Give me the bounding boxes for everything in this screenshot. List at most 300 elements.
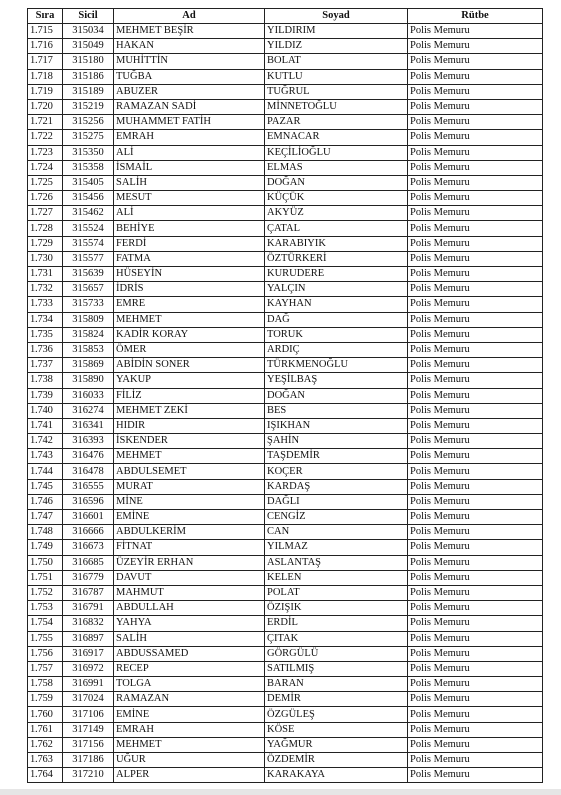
cell-rutbe: Polis Memuru bbox=[408, 39, 543, 54]
cell-sira: 1.730 bbox=[28, 251, 63, 266]
table-row bbox=[28, 418, 543, 433]
cell-soyad: DOĞAN bbox=[265, 175, 408, 190]
cell-sicil: 316832 bbox=[63, 616, 114, 631]
cell-sira: 1.746 bbox=[28, 494, 63, 509]
table-row bbox=[28, 175, 543, 190]
table-row bbox=[28, 555, 543, 570]
table-row bbox=[28, 479, 543, 494]
cell-ad: EMİNE bbox=[114, 510, 265, 525]
cell-rutbe: Polis Memuru bbox=[408, 373, 543, 388]
cell-soyad: BOLAT bbox=[265, 54, 408, 69]
cell-rutbe: Polis Memuru bbox=[408, 768, 543, 783]
cell-soyad: ÖZGÜLEŞ bbox=[265, 707, 408, 722]
cell-ad: ALPER bbox=[114, 768, 265, 783]
cell-rutbe: Polis Memuru bbox=[408, 449, 543, 464]
cell-ad: MEHMET bbox=[114, 312, 265, 327]
cell-sicil: 316673 bbox=[63, 540, 114, 555]
table-row bbox=[28, 449, 543, 464]
cell-rutbe: Polis Memuru bbox=[408, 464, 543, 479]
cell-soyad: IŞIKHAN bbox=[265, 418, 408, 433]
table-row bbox=[28, 707, 543, 722]
cell-soyad: YILDIZ bbox=[265, 39, 408, 54]
table-row bbox=[28, 206, 543, 221]
cell-rutbe: Polis Memuru bbox=[408, 585, 543, 600]
cell-sicil: 315809 bbox=[63, 312, 114, 327]
cell-sicil: 316033 bbox=[63, 388, 114, 403]
cell-ad: ABUZER bbox=[114, 84, 265, 99]
cell-sira: 1.732 bbox=[28, 282, 63, 297]
cell-sicil: 315456 bbox=[63, 191, 114, 206]
cell-sira: 1.722 bbox=[28, 130, 63, 145]
cell-soyad: ASLANTAŞ bbox=[265, 555, 408, 570]
cell-rutbe: Polis Memuru bbox=[408, 115, 543, 130]
cell-ad: TUĞBA bbox=[114, 69, 265, 84]
header-row bbox=[28, 9, 543, 24]
cell-sira: 1.723 bbox=[28, 145, 63, 160]
table-row bbox=[28, 282, 543, 297]
cell-sira: 1.757 bbox=[28, 661, 63, 676]
cell-sicil: 316779 bbox=[63, 570, 114, 585]
cell-rutbe: Polis Memuru bbox=[408, 753, 543, 768]
cell-soyad: YILDIRIM bbox=[265, 24, 408, 39]
cell-rutbe: Polis Memuru bbox=[408, 282, 543, 297]
cell-sira: 1.748 bbox=[28, 525, 63, 540]
cell-rutbe: Polis Memuru bbox=[408, 267, 543, 282]
cell-sicil: 315350 bbox=[63, 145, 114, 160]
cell-rutbe: Polis Memuru bbox=[408, 54, 543, 69]
cell-sira: 1.719 bbox=[28, 84, 63, 99]
cell-soyad: KOÇER bbox=[265, 464, 408, 479]
cell-sira: 1.736 bbox=[28, 342, 63, 357]
cell-soyad: KEÇİLİOĞLU bbox=[265, 145, 408, 160]
cell-soyad: DOĞAN bbox=[265, 388, 408, 403]
cell-sira: 1.745 bbox=[28, 479, 63, 494]
cell-soyad: ÖZTÜRKERİ bbox=[265, 251, 408, 266]
cell-sira: 1.733 bbox=[28, 297, 63, 312]
cell-sira: 1.741 bbox=[28, 418, 63, 433]
cell-ad: MAHMUT bbox=[114, 585, 265, 600]
cell-rutbe: Polis Memuru bbox=[408, 236, 543, 251]
cell-rutbe: Polis Memuru bbox=[408, 646, 543, 661]
cell-sira: 1.752 bbox=[28, 585, 63, 600]
cell-sira: 1.755 bbox=[28, 631, 63, 646]
cell-ad: ALİ bbox=[114, 145, 265, 160]
table-row bbox=[28, 267, 543, 282]
cell-ad: İSKENDER bbox=[114, 434, 265, 449]
cell-sira: 1.759 bbox=[28, 692, 63, 707]
cell-soyad: CAN bbox=[265, 525, 408, 540]
cell-ad: FERDİ bbox=[114, 236, 265, 251]
cell-soyad: GÖRGÜLÜ bbox=[265, 646, 408, 661]
cell-sira: 1.740 bbox=[28, 403, 63, 418]
table-row bbox=[28, 130, 543, 145]
cell-ad: HIDIR bbox=[114, 418, 265, 433]
cell-sira: 1.744 bbox=[28, 464, 63, 479]
cell-sira: 1.734 bbox=[28, 312, 63, 327]
cell-rutbe: Polis Memuru bbox=[408, 312, 543, 327]
cell-rutbe: Polis Memuru bbox=[408, 601, 543, 616]
cell-rutbe: Polis Memuru bbox=[408, 206, 543, 221]
cell-sicil: 315189 bbox=[63, 84, 114, 99]
cell-ad: MURAT bbox=[114, 479, 265, 494]
cell-ad: EMRE bbox=[114, 297, 265, 312]
cell-rutbe: Polis Memuru bbox=[408, 570, 543, 585]
cell-rutbe: Polis Memuru bbox=[408, 145, 543, 160]
cell-rutbe: Polis Memuru bbox=[408, 540, 543, 555]
cell-rutbe: Polis Memuru bbox=[408, 692, 543, 707]
cell-ad: RAMAZAN SADİ bbox=[114, 99, 265, 114]
cell-sicil: 315869 bbox=[63, 358, 114, 373]
table-row bbox=[28, 646, 543, 661]
table-row bbox=[28, 510, 543, 525]
cell-rutbe: Polis Memuru bbox=[408, 175, 543, 190]
cell-sicil: 316972 bbox=[63, 661, 114, 676]
cell-rutbe: Polis Memuru bbox=[408, 737, 543, 752]
table-row bbox=[28, 191, 543, 206]
cell-sira: 1.750 bbox=[28, 555, 63, 570]
cell-soyad: KELEN bbox=[265, 570, 408, 585]
cell-rutbe: Polis Memuru bbox=[408, 297, 543, 312]
table-body bbox=[28, 24, 543, 783]
table-row bbox=[28, 327, 543, 342]
cell-soyad: KURUDERE bbox=[265, 267, 408, 282]
cell-sira: 1.726 bbox=[28, 191, 63, 206]
cell-soyad: BES bbox=[265, 403, 408, 418]
cell-sicil: 315186 bbox=[63, 69, 114, 84]
column-header-sicil: Sicil bbox=[63, 9, 114, 24]
cell-ad: MEHMET bbox=[114, 449, 265, 464]
table-row bbox=[28, 403, 543, 418]
cell-sira: 1.754 bbox=[28, 616, 63, 631]
cell-ad: ABDUSSAMED bbox=[114, 646, 265, 661]
table-row bbox=[28, 69, 543, 84]
cell-sicil: 315049 bbox=[63, 39, 114, 54]
cell-soyad: TUĞRUL bbox=[265, 84, 408, 99]
cell-ad: EMİNE bbox=[114, 707, 265, 722]
table-row bbox=[28, 342, 543, 357]
cell-ad: İSMAİL bbox=[114, 160, 265, 175]
table-row bbox=[28, 616, 543, 631]
cell-ad: MUHİTTİN bbox=[114, 54, 265, 69]
cell-ad: EMRAH bbox=[114, 722, 265, 737]
cell-rutbe: Polis Memuru bbox=[408, 358, 543, 373]
cell-sicil: 315577 bbox=[63, 251, 114, 266]
cell-ad: FATMA bbox=[114, 251, 265, 266]
cell-soyad: KARABIYIK bbox=[265, 236, 408, 251]
cell-ad: RAMAZAN bbox=[114, 692, 265, 707]
cell-soyad: ÖZIŞIK bbox=[265, 601, 408, 616]
cell-ad: DAVUT bbox=[114, 570, 265, 585]
cell-ad: BEHİYE bbox=[114, 221, 265, 236]
cell-sira: 1.725 bbox=[28, 175, 63, 190]
cell-sira: 1.764 bbox=[28, 768, 63, 783]
cell-sicil: 315256 bbox=[63, 115, 114, 130]
table-row bbox=[28, 677, 543, 692]
cell-sicil: 315639 bbox=[63, 267, 114, 282]
cell-rutbe: Polis Memuru bbox=[408, 677, 543, 692]
cell-ad: HÜSEYİN bbox=[114, 267, 265, 282]
cell-sira: 1.717 bbox=[28, 54, 63, 69]
cell-ad: RECEP bbox=[114, 661, 265, 676]
cell-sira: 1.762 bbox=[28, 737, 63, 752]
cell-rutbe: Polis Memuru bbox=[408, 342, 543, 357]
cell-sicil: 316596 bbox=[63, 494, 114, 509]
cell-sira: 1.739 bbox=[28, 388, 63, 403]
cell-sira: 1.763 bbox=[28, 753, 63, 768]
cell-sira: 1.751 bbox=[28, 570, 63, 585]
table-row bbox=[28, 84, 543, 99]
cell-sicil: 315034 bbox=[63, 24, 114, 39]
cell-sicil: 316685 bbox=[63, 555, 114, 570]
cell-sira: 1.753 bbox=[28, 601, 63, 616]
cell-rutbe: Polis Memuru bbox=[408, 555, 543, 570]
cell-sira: 1.756 bbox=[28, 646, 63, 661]
cell-ad: ABDULLAH bbox=[114, 601, 265, 616]
cell-sicil: 315824 bbox=[63, 327, 114, 342]
cell-ad: MİNE bbox=[114, 494, 265, 509]
table-row bbox=[28, 494, 543, 509]
cell-sicil: 316478 bbox=[63, 464, 114, 479]
cell-sicil: 315358 bbox=[63, 160, 114, 175]
table-row bbox=[28, 99, 543, 114]
cell-soyad: KÜÇÜK bbox=[265, 191, 408, 206]
cell-soyad: ELMAS bbox=[265, 160, 408, 175]
cell-ad: İDRİS bbox=[114, 282, 265, 297]
cell-sira: 1.718 bbox=[28, 69, 63, 84]
cell-rutbe: Polis Memuru bbox=[408, 160, 543, 175]
cell-soyad: YEŞİLBAŞ bbox=[265, 373, 408, 388]
cell-sicil: 317024 bbox=[63, 692, 114, 707]
cell-ad: ÖMER bbox=[114, 342, 265, 357]
cell-soyad: KAYHAN bbox=[265, 297, 408, 312]
table-row bbox=[28, 160, 543, 175]
cell-soyad: SATILMIŞ bbox=[265, 661, 408, 676]
cell-rutbe: Polis Memuru bbox=[408, 251, 543, 266]
cell-rutbe: Polis Memuru bbox=[408, 494, 543, 509]
cell-rutbe: Polis Memuru bbox=[408, 616, 543, 631]
cell-sira: 1.761 bbox=[28, 722, 63, 737]
cell-soyad: MİNNETOĞLU bbox=[265, 99, 408, 114]
table-row bbox=[28, 145, 543, 160]
cell-ad: EMRAH bbox=[114, 130, 265, 145]
cell-ad: MESUT bbox=[114, 191, 265, 206]
cell-soyad: YALÇIN bbox=[265, 282, 408, 297]
cell-ad: MEHMET bbox=[114, 737, 265, 752]
cell-soyad: CENGİZ bbox=[265, 510, 408, 525]
cell-soyad: TÜRKMENOĞLU bbox=[265, 358, 408, 373]
table-row bbox=[28, 585, 543, 600]
cell-rutbe: Polis Memuru bbox=[408, 327, 543, 342]
cell-soyad: DAĞ bbox=[265, 312, 408, 327]
table-row bbox=[28, 570, 543, 585]
cell-soyad: KARAKAYA bbox=[265, 768, 408, 783]
cell-sicil: 316274 bbox=[63, 403, 114, 418]
table-row bbox=[28, 388, 543, 403]
cell-sira: 1.749 bbox=[28, 540, 63, 555]
cell-soyad: PAZAR bbox=[265, 115, 408, 130]
cell-sicil: 316555 bbox=[63, 479, 114, 494]
table-row bbox=[28, 54, 543, 69]
cell-sira: 1.715 bbox=[28, 24, 63, 39]
cell-sicil: 316897 bbox=[63, 631, 114, 646]
cell-sira: 1.760 bbox=[28, 707, 63, 722]
cell-ad: UĞUR bbox=[114, 753, 265, 768]
cell-soyad: BARAN bbox=[265, 677, 408, 692]
table-row bbox=[28, 464, 543, 479]
cell-ad: YAHYA bbox=[114, 616, 265, 631]
cell-sicil: 316787 bbox=[63, 585, 114, 600]
table-row bbox=[28, 312, 543, 327]
cell-sicil: 316476 bbox=[63, 449, 114, 464]
cell-rutbe: Polis Memuru bbox=[408, 434, 543, 449]
table-row bbox=[28, 525, 543, 540]
cell-soyad: ERDİL bbox=[265, 616, 408, 631]
cell-sira: 1.727 bbox=[28, 206, 63, 221]
cell-soyad: TAŞDEMİR bbox=[265, 449, 408, 464]
cell-rutbe: Polis Memuru bbox=[408, 191, 543, 206]
cell-rutbe: Polis Memuru bbox=[408, 99, 543, 114]
cell-sira: 1.747 bbox=[28, 510, 63, 525]
cell-rutbe: Polis Memuru bbox=[408, 84, 543, 99]
cell-sicil: 315574 bbox=[63, 236, 114, 251]
cell-ad: FİTNAT bbox=[114, 540, 265, 555]
table-row bbox=[28, 540, 543, 555]
cell-sicil: 316991 bbox=[63, 677, 114, 692]
column-header-soyad: Soyad bbox=[265, 9, 408, 24]
cell-sira: 1.743 bbox=[28, 449, 63, 464]
personnel-table bbox=[27, 8, 543, 783]
cell-sicil: 315219 bbox=[63, 99, 114, 114]
cell-sicil: 317149 bbox=[63, 722, 114, 737]
cell-ad: MEHMET ZEKİ bbox=[114, 403, 265, 418]
cell-ad: FİLİZ bbox=[114, 388, 265, 403]
cell-sicil: 316666 bbox=[63, 525, 114, 540]
cell-ad: ABDULSEMET bbox=[114, 464, 265, 479]
cell-sicil: 317156 bbox=[63, 737, 114, 752]
cell-soyad: TORUK bbox=[265, 327, 408, 342]
cell-ad: ÜZEYİR ERHAN bbox=[114, 555, 265, 570]
cell-sicil: 315890 bbox=[63, 373, 114, 388]
cell-ad: ALİ bbox=[114, 206, 265, 221]
cell-sira: 1.720 bbox=[28, 99, 63, 114]
cell-sira: 1.724 bbox=[28, 160, 63, 175]
cell-soyad: YAĞMUR bbox=[265, 737, 408, 752]
table-row bbox=[28, 39, 543, 54]
cell-ad: ABİDİN SONER bbox=[114, 358, 265, 373]
cell-rutbe: Polis Memuru bbox=[408, 69, 543, 84]
cell-soyad: POLAT bbox=[265, 585, 408, 600]
cell-sira: 1.742 bbox=[28, 434, 63, 449]
cell-ad: YAKUP bbox=[114, 373, 265, 388]
cell-ad: ABDULKERİM bbox=[114, 525, 265, 540]
cell-sira: 1.737 bbox=[28, 358, 63, 373]
cell-sicil: 315524 bbox=[63, 221, 114, 236]
cell-rutbe: Polis Memuru bbox=[408, 24, 543, 39]
table-row bbox=[28, 722, 543, 737]
column-header-rutbe: Rütbe bbox=[408, 9, 543, 24]
cell-soyad: ŞAHİN bbox=[265, 434, 408, 449]
cell-rutbe: Polis Memuru bbox=[408, 388, 543, 403]
cell-rutbe: Polis Memuru bbox=[408, 418, 543, 433]
cell-sira: 1.758 bbox=[28, 677, 63, 692]
cell-soyad: YILMAZ bbox=[265, 540, 408, 555]
cell-soyad: KÖSE bbox=[265, 722, 408, 737]
cell-rutbe: Polis Memuru bbox=[408, 510, 543, 525]
cell-sicil: 315462 bbox=[63, 206, 114, 221]
table-row bbox=[28, 737, 543, 752]
cell-sicil: 316791 bbox=[63, 601, 114, 616]
cell-ad: KADİR KORAY bbox=[114, 327, 265, 342]
cell-rutbe: Polis Memuru bbox=[408, 631, 543, 646]
cell-rutbe: Polis Memuru bbox=[408, 722, 543, 737]
table-header bbox=[28, 9, 543, 24]
cell-soyad: AKYÜZ bbox=[265, 206, 408, 221]
cell-sira: 1.716 bbox=[28, 39, 63, 54]
column-header-sira: Sıra bbox=[28, 9, 63, 24]
cell-sira: 1.729 bbox=[28, 236, 63, 251]
cell-sicil: 316341 bbox=[63, 418, 114, 433]
cell-rutbe: Polis Memuru bbox=[408, 479, 543, 494]
table-row bbox=[28, 692, 543, 707]
cell-soyad: DEMİR bbox=[265, 692, 408, 707]
cell-sira: 1.721 bbox=[28, 115, 63, 130]
table-row bbox=[28, 434, 543, 449]
cell-rutbe: Polis Memuru bbox=[408, 707, 543, 722]
cell-sicil: 316393 bbox=[63, 434, 114, 449]
cell-ad: SALİH bbox=[114, 631, 265, 646]
cell-soyad: DAĞLI bbox=[265, 494, 408, 509]
cell-rutbe: Polis Memuru bbox=[408, 661, 543, 676]
cell-ad: SALİH bbox=[114, 175, 265, 190]
table-row bbox=[28, 236, 543, 251]
cell-sicil: 317106 bbox=[63, 707, 114, 722]
cell-sicil: 315657 bbox=[63, 282, 114, 297]
cell-sicil: 317186 bbox=[63, 753, 114, 768]
cell-rutbe: Polis Memuru bbox=[408, 525, 543, 540]
cell-soyad: EMNACAR bbox=[265, 130, 408, 145]
cell-sicil: 315853 bbox=[63, 342, 114, 357]
table-row bbox=[28, 24, 543, 39]
cell-ad: TOLGA bbox=[114, 677, 265, 692]
cell-sira: 1.728 bbox=[28, 221, 63, 236]
cell-ad: HAKAN bbox=[114, 39, 265, 54]
table-row bbox=[28, 768, 543, 783]
table-row bbox=[28, 297, 543, 312]
cell-soyad: KUTLU bbox=[265, 69, 408, 84]
table-row bbox=[28, 221, 543, 236]
table-row bbox=[28, 601, 543, 616]
cell-rutbe: Polis Memuru bbox=[408, 221, 543, 236]
table-row bbox=[28, 661, 543, 676]
table-row bbox=[28, 115, 543, 130]
table-row bbox=[28, 251, 543, 266]
cell-soyad: ÖZDEMİR bbox=[265, 753, 408, 768]
cell-sicil: 315275 bbox=[63, 130, 114, 145]
cell-ad: MEHMET BEŞİR bbox=[114, 24, 265, 39]
cell-soyad: ARDIÇ bbox=[265, 342, 408, 357]
table-row bbox=[28, 373, 543, 388]
cell-sicil: 315733 bbox=[63, 297, 114, 312]
cell-sicil: 317210 bbox=[63, 768, 114, 783]
cell-sira: 1.731 bbox=[28, 267, 63, 282]
table-row bbox=[28, 753, 543, 768]
cell-sicil: 316601 bbox=[63, 510, 114, 525]
cell-sicil: 315405 bbox=[63, 175, 114, 190]
column-header-ad: Ad bbox=[114, 9, 265, 24]
cell-sicil: 315180 bbox=[63, 54, 114, 69]
cell-soyad: ÇITAK bbox=[265, 631, 408, 646]
cell-rutbe: Polis Memuru bbox=[408, 403, 543, 418]
